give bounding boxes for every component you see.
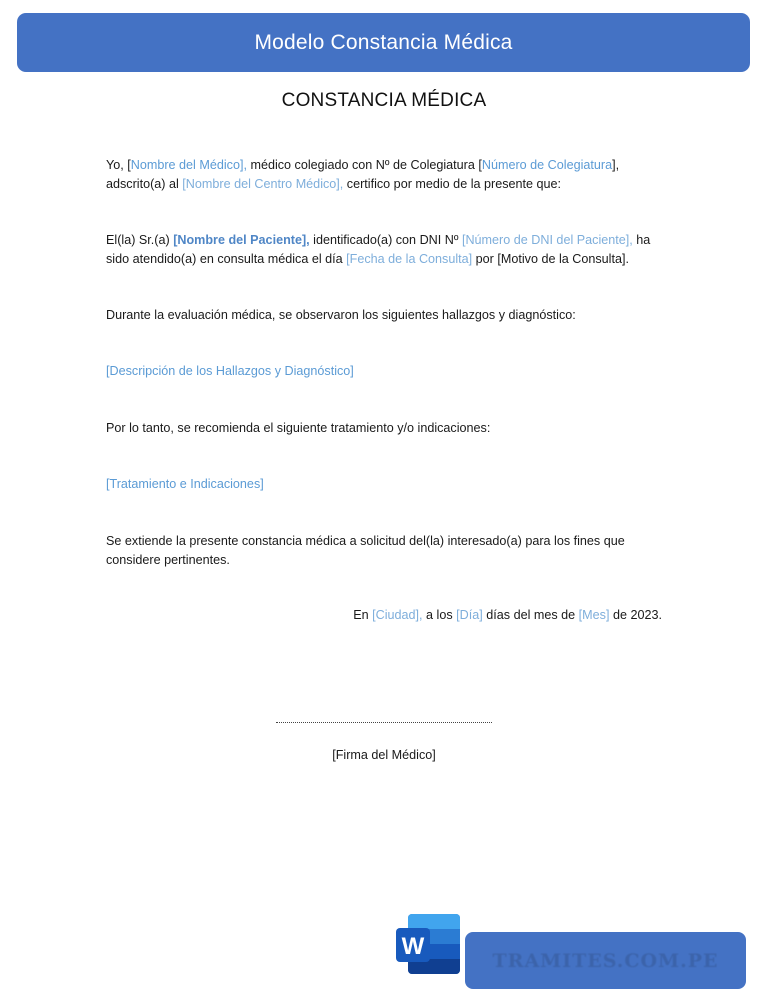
paragraph-patient (106, 231, 676, 269)
signature-line (276, 722, 492, 723)
header-banner (17, 13, 750, 72)
date-line (340, 606, 662, 625)
text: a los (422, 608, 457, 622)
paragraph-treatment-intro: Por lo tanto, se recomienda el siguiente tratamiento y/o indicaciones: (106, 421, 491, 435)
placeholder-day[interactable]: [Día] (456, 608, 483, 622)
placeholder-license-number[interactable]: Número de Colegiatura (481, 158, 613, 172)
text: médico colegiado con Nº de Colegiatura [ (246, 158, 482, 172)
text: Yo, [ (106, 158, 131, 172)
paragraph-findings-intro: Durante la evaluación médica, se observaron los siguientes hallazgos y diagnóstico: (106, 308, 576, 322)
placeholder-treatment[interactable]: [Tratamiento e Indicaciones] (106, 477, 264, 491)
text: adscrito(a) al (106, 177, 183, 191)
placeholder-consult-date[interactable]: [Fecha de la Consulta] (346, 252, 473, 266)
placeholder-findings[interactable]: [Descripción de los Hallazgos y Diagnóstico] (106, 364, 354, 378)
document-title: CONSTANCIA MÉDICA (281, 90, 487, 111)
word-icon (394, 914, 464, 976)
text: sido atendido(a) en consulta médica el día (106, 252, 347, 266)
text: En (353, 608, 373, 622)
text: días del mes de (482, 608, 579, 622)
text: certifico por medio de la presente que: (343, 177, 562, 191)
text: ha (632, 233, 651, 247)
header-title: Modelo Constancia Médica (254, 30, 513, 54)
text: ], (612, 158, 620, 172)
text: de 2023. (609, 608, 662, 622)
signature-label: [Firma del Médico] (332, 748, 436, 762)
svg-text:W: W (401, 933, 425, 960)
text: identificado(a) con DNI Nº (309, 233, 462, 247)
placeholder-patient-name[interactable]: [Nombre del Paciente], (173, 233, 310, 247)
placeholder-medical-center[interactable]: [Nombre del Centro Médico], (182, 177, 344, 191)
text: El(la) Sr.(a) (106, 233, 174, 247)
footer-banner (465, 932, 746, 989)
paragraph-closing: Se extiende la presente constancia médica a solicitud del(la) interesado(a) para los fines que considere pertinentes. (106, 534, 625, 567)
placeholder-month[interactable]: [Mes] (578, 608, 610, 622)
watermark-text: TRAMITES.COM.PE (492, 949, 719, 972)
paragraph-doctor (106, 156, 676, 194)
placeholder-doctor-name[interactable]: Nombre del Médico], (130, 158, 247, 172)
placeholder-dni-number[interactable]: [Número de DNI del Paciente], (461, 233, 633, 247)
text: por [Motivo de la Consulta]. (472, 252, 629, 266)
placeholder-city[interactable]: [Ciudad], (372, 608, 423, 622)
